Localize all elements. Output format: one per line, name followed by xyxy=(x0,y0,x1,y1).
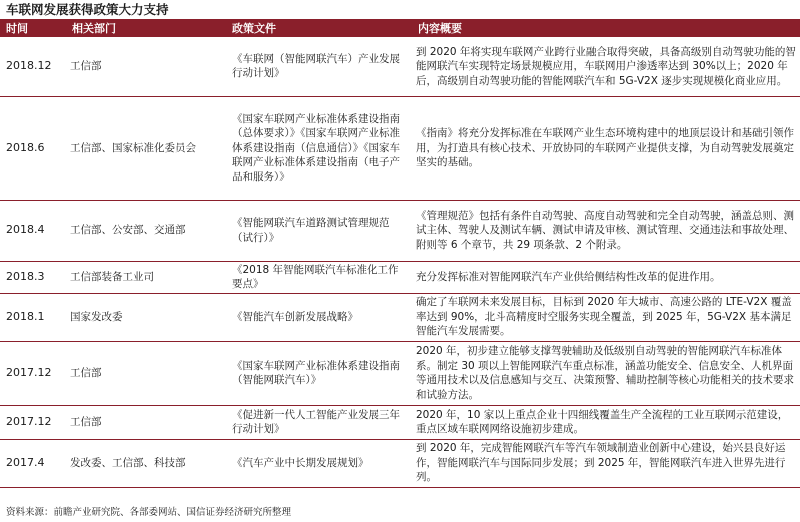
row-content-summary: 2020 年，初步建立能够支撑驾驶辅助及低级别自动驾驶的智能网联汽车标准体系。制定 30 项以上智能网联汽车重点标准，涵盖功能安全、信息安全、人机界面等通用技术以及信息感知与交互、决策预警、辅助控制等核心功能相关的技术要求和试验方法。 xyxy=(412,341,800,405)
row-department: 工信部 xyxy=(66,405,226,439)
row-date: 2017.12 xyxy=(0,341,66,405)
row-department: 工信部、公安部、交通部 xyxy=(66,200,226,261)
row-date: 2018.6 xyxy=(0,96,66,200)
row-policy-document: 《智能汽车创新发展战略》 xyxy=(226,293,412,341)
row-content-summary: 到 2020 年，完成智能网联汽车等汽车领域制造业创新中心建设，始兴县良好运作，智能网联汽车与国际同步发展；到 2025 年，智能网联汽车进入世界先进行列。 xyxy=(412,439,800,487)
table-row xyxy=(0,439,800,487)
row-date: 2018.3 xyxy=(0,261,66,293)
table-row xyxy=(0,341,800,405)
header-department: 相关部门 xyxy=(66,21,226,37)
table-row xyxy=(0,261,800,293)
row-department: 工信部 xyxy=(66,341,226,405)
row-date: 2017.12 xyxy=(0,405,66,439)
row-policy-document: 《2018 年智能网联汽车标准化工作要点》 xyxy=(226,261,412,293)
source-note: 资料来源：前瞻产业研究院、各部委网站、国信证券经济研究所整理 xyxy=(6,507,292,518)
row-date: 2018.1 xyxy=(0,293,66,341)
table-row xyxy=(0,37,800,96)
row-content-summary: 《管理规范》包括有条件自动驾驶、高度自动驾驶和完全自动驾驶，涵盖总则、测试主体、驾驶人及测试车辆、测试申请及审核、测试管理、交通违法和事故处理、附则等 6 个章节，共 29 项条款、2 个附录。 xyxy=(412,200,800,261)
header-content-summary: 内容概要 xyxy=(412,21,800,37)
policy-table xyxy=(0,21,800,488)
row-policy-document: 《国家车联网产业标准体系建设指南（智能网联汽车）》 xyxy=(226,341,412,405)
row-department: 工信部装备工业司 xyxy=(66,261,226,293)
table-row xyxy=(0,200,800,261)
row-content-summary: 2020 年，10 家以上重点企业十四细线覆盖生产全流程的工业互联网示范建设，重点区域车联网网络设施初步建成。 xyxy=(412,405,800,439)
row-content-summary: 确定了车联网未来发展目标，目标到 2020 年大城市、高速公路的 LTE-V2X 覆盖率达到 90%，北斗高精度时空服务实现全覆盖，到 2025 年，5G-V2X 基本满足智能汽车发展需要。 xyxy=(412,293,800,341)
row-date: 2018.4 xyxy=(0,200,66,261)
row-department: 工信部 xyxy=(66,37,226,96)
header-date: 时间 xyxy=(0,21,66,37)
table-header-row xyxy=(0,21,800,37)
table-row xyxy=(0,293,800,341)
row-policy-document: 《车联网（智能网联汽车）产业发展行动计划》 xyxy=(226,37,412,96)
row-department: 工信部、国家标准化委员会 xyxy=(66,96,226,200)
header-policy-document: 政策文件 xyxy=(226,21,412,37)
row-date: 2017.4 xyxy=(0,439,66,487)
row-content-summary: 充分发挥标准对智能网联汽车产业供给侧结构性改革的促进作用。 xyxy=(412,261,800,293)
row-policy-document: 《促进新一代人工智能产业发展三年行动计划》 xyxy=(226,405,412,439)
row-policy-document: 《汽车产业中长期发展规划》 xyxy=(226,439,412,487)
row-department: 发改委、工信部、科技部 xyxy=(66,439,226,487)
row-content-summary: 到 2020 年将实现车联网产业跨行业融合取得突破，具备高级别自动驾驶功能的智能网联汽车实现特定场景规模应用，车联网用户渗透率达到 30%以上；2020 年后，高级别自动驾驶功能的智能网联汽车和 5G-V2X 逐步实现规模化商业应用。 xyxy=(412,37,800,96)
table-title: 车联网发展获得政策大力支持 xyxy=(6,2,169,17)
table-row xyxy=(0,405,800,439)
table-row xyxy=(0,96,800,200)
row-department: 国家发改委 xyxy=(66,293,226,341)
row-date: 2018.12 xyxy=(0,37,66,96)
row-content-summary: 《指南》将充分发挥标准在车联网产业生态环境构建中的地顶层设计和基础引领作用，为打造具有核心技术、开放协同的车联网产业提供支撑，为自动驾驶发展奠定坚实的基础。 xyxy=(412,96,800,200)
row-policy-document: 《智能网联汽车道路测试管理规范（试行）》 xyxy=(226,200,412,261)
row-policy-document: 《国家车联网产业标准体系建设指南（总体要求）》《国家车联网产业标准体系建设指南（信息通信）》《国家车联网产业标准体系建设指南（电子产品和服务）》 xyxy=(226,96,412,200)
